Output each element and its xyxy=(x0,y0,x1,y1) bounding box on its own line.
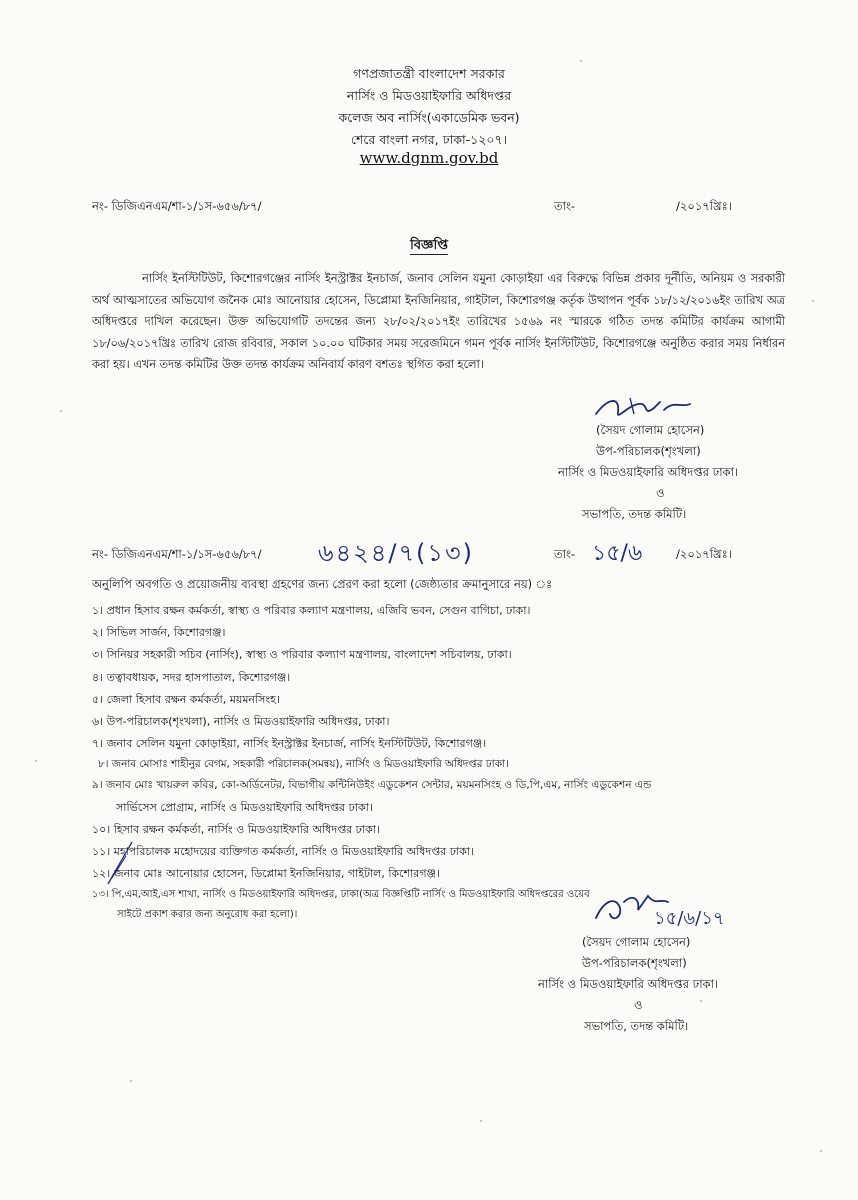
header-website-link[interactable]: www.dgnm.gov.bd xyxy=(359,149,499,167)
list-item xyxy=(92,602,530,621)
list-item xyxy=(92,887,590,904)
list-item xyxy=(92,735,486,754)
list-item-number: ৩। xyxy=(92,648,104,661)
memo2-date-label: তাং- xyxy=(554,547,576,561)
signature2-designation: উপ-পরিচালক(শৃংখলা) xyxy=(582,956,687,970)
list-item-number: ১১। xyxy=(92,845,111,858)
list-item xyxy=(92,843,474,862)
list-item xyxy=(98,757,509,774)
signature1-name: (সৈয়দ গোলাম হোসেন) xyxy=(596,423,705,437)
list-item-text: প্রধান হিসাব রক্ষন কর্মকর্তা, স্বাস্থ্য ও পরিবার কল্যাণ মন্ত্রণালয়, এজিবি ভবন, সেগুন বাগিচা, ঢাকা। xyxy=(106,604,531,617)
memo1-date-suffix: /২০১৭খ্রিঃ। xyxy=(676,199,732,213)
header-address-line: শেরে বাংলা নগর, ঢাকা-১২০৭। xyxy=(350,132,508,147)
list-item-number: ৮। xyxy=(98,758,109,770)
signature1-block xyxy=(558,420,739,525)
cc-list xyxy=(92,602,792,902)
list-item-text: সিভিল সার্জন, কিশোরগঞ্জ। xyxy=(106,626,226,639)
list-item xyxy=(92,778,651,795)
header-directorate-line: নার্সিং ও মিডওয়াইফারি অধিদপ্তর xyxy=(346,88,512,103)
list-item-text: পি,এম,আই,এস শাখা, নার্সিং ও মিডওয়াইফারি অধিদপ্তর, ঢাকা(অত্র বিজ্ঞপ্তিটি নার্সিং ও মিডওয়াইফারি অধিদপ্তরের ওয়েব xyxy=(111,889,590,900)
signature2-role: সভাপতি, তদন্ত কমিটি। xyxy=(584,1019,689,1033)
paper-speck xyxy=(60,410,62,412)
list-item-number: ১০। xyxy=(92,823,111,836)
list-item-text: জনাব মোঃ আনোয়ার হোসেন, ডিপ্লোমা ইনজিনিয়ার, গাইটাল, কিশোরগঞ্জ। xyxy=(113,867,440,880)
list-item xyxy=(92,691,280,710)
memo2-handwritten-number: ৬৪২৪/৭(১৩) xyxy=(318,539,474,567)
list-item-text: উপ-পরিচালক(শৃংখলা), নার্সিং ও মিডওয়াইফারি অধিদপ্তর, ঢাকা। xyxy=(106,715,390,728)
signature1-designation: উপ-পরিচালক(শৃংখলা) xyxy=(596,444,701,458)
list-item-text: সিনিয়র সহকারী সচিব (নার্সিং), স্বাস্থ্য ও পরিবার কল্যাণ মন্ত্রণালয়, বাংলাদেশ সচিবালয়, ঢাকা। xyxy=(106,648,512,661)
paper-speck xyxy=(812,300,814,302)
paper-speck xyxy=(35,760,37,762)
list-item-text: জনাব মোসাঃ শাহীনুর বেগম, সহকারী পরিচালক(সমন্বয়), নার্সিং ও মিডওয়াইফারি অধিদপ্তর ঢাকা। xyxy=(111,758,509,770)
signature2-conjunction: ও xyxy=(634,998,643,1012)
list-item-number: ৭। xyxy=(92,737,104,750)
memo2-handwritten-date: ১৫/৬ xyxy=(592,541,643,566)
list-item-text: মহাপরিচালক মহোদয়ের ব্যক্তিগত কর্মকর্তা, নার্সিং ও মিডওয়াইফারি অধিদপ্তর ঢাকা। xyxy=(113,845,474,858)
paper-speck xyxy=(130,1080,132,1082)
notice-title-row xyxy=(0,236,858,257)
list-item-continuation: সাইটে প্রকাশ করার জন্য অনুরোধ করা হলো)। xyxy=(117,909,298,920)
list-item-number: ২। xyxy=(92,626,104,639)
list-item-text: জেলা হিসাব রক্ষন কর্মকর্তা, ময়মনসিংহ। xyxy=(106,693,280,706)
header-building-line: কলেজ অব নার্সিং(একাডেমিক ভবন) xyxy=(338,110,520,125)
list-item-number: ৯। xyxy=(92,779,103,791)
list-item-number: ৫। xyxy=(92,693,104,706)
paper-speck xyxy=(820,1150,822,1152)
signature2-block xyxy=(538,932,719,1037)
signature1-role: সভাপতি, তদন্ত কমিটি। xyxy=(582,507,687,521)
list-item xyxy=(92,713,389,732)
notice-body: নার্সিং ইনস্টিটিউট, কিশোরগঞ্জের নার্সিং ইনস্ট্রাক্টর ইনচার্জ, জনাব সেলিন যমুনা কোড়াইয়া এর বিরুদ্ধে বিভিন্ন প্রকার দূর্নীতি, অনিয়ম ও সরকারী অর্থ আত্মসাতের অভিযোগ জনৈক মোঃ আনোয়ার হোসেন, ডিপ্লোমা ইনজিনিয়ার, গাইটাল, কিশোরগঞ্জ কর্তৃক উত্থাপন পূর্বক ১৮/১২/২০১৬ইং তারিখ অত্র অধিদপ্তরে দাখিল করেছেন। উক্ত অভিযোগটি তদন্তের জন্য ২৮/০২/২০১৭ইং তারিখের ১৫৬৯ নং স্মারকে গঠিত তদন্ত কমিটির কার্যক্রম আগামী ১৮/০৬/২০১৭খ্রিঃ তারিখ রোজ রবিবার, সকাল ১০.০০ ঘটিকার সময় সরেজমিনে গমন পূর্বক নার্সিং ইনস্টিটিউট, কিশোরগঞ্জে অনুষ্ঠিত করার সময় নির্ধারন করা হয়। এখন তদন্ত কমিটির উক্ত তদন্ত কার্যক্রম অনিবার্য কারণ বশতঃ স্থগিত করা হলো। xyxy=(92,272,785,371)
memo2-date-suffix: /২০১৭খ্রিঃ। xyxy=(676,547,732,561)
list-item xyxy=(92,669,290,688)
list-item-continuation: সার্ভিসেস প্রোগ্রাম, নার্সিং ও মিডওয়াইফারি অধিদপ্তর ঢাকা। xyxy=(116,801,373,814)
memo1-reference: নং- ডিজিএনএম/শা-১/১স-৬৫৬/৮৭/ xyxy=(92,199,262,213)
list-item-number: ১৩। xyxy=(92,889,109,900)
list-item-number: ৪। xyxy=(92,671,104,684)
signature2-handwritten-date: ১৫/৬/১৭ xyxy=(654,908,725,929)
memo2-reference: নং- ডিজিএনএম/শা-১/১স-৬৫৬/৮৭/ xyxy=(92,547,262,561)
memo1-date-label: তাং- xyxy=(554,199,576,213)
paper-speck xyxy=(580,60,582,62)
signature1-office: নার্সিং ও মিডওয়াইফারি অধিদপ্তর ঢাকা। xyxy=(558,465,739,479)
list-item-text: হিসাব রক্ষন কর্মকর্তা, নার্সিং ও মিডওয়াইফারি অধিদপ্তর ঢাকা। xyxy=(113,823,380,836)
list-item xyxy=(92,624,225,643)
notice-title: বিজ্ঞপ্তি xyxy=(410,238,448,253)
list-item xyxy=(92,865,440,884)
signature2-name: (সৈয়দ গোলাম হোসেন) xyxy=(582,935,691,949)
list-item-text: জনাব মোঃ খায়রুল কবির, কো-অর্ডিনেটর, বিভাগীয় কন্টিনিউইং এডুকেশন সেন্টার, ময়মনসিংহ ও ডি,পি,এম, নার্সিং এডুকেশন এন্ড xyxy=(106,779,652,791)
handwritten-tick-marks xyxy=(106,838,136,888)
list-item-text: তত্বাবধায়ক, সদর হাসপাতাল, কিশোরগঞ্জ। xyxy=(106,671,291,684)
list-item-text: জনাব সেলিন যমুনা কোড়াইয়া, নার্সিং ইনস্ট্রাক্টর ইনচার্জ, নার্সিং ইনস্টিটিউট, কিশোরগঞ্জ। xyxy=(106,737,487,750)
list-item-number: ১। xyxy=(92,604,104,617)
paper-speck xyxy=(480,1120,482,1122)
header-website-row xyxy=(0,150,858,167)
header-gov-line: গণপ্রজাতন্ত্রী বাংলাদেশ সরকার xyxy=(353,66,505,81)
list-item-number: ৬। xyxy=(92,715,104,728)
list-item xyxy=(92,646,512,665)
cc-intro: অনুলিপি অবগতি ও প্রয়োজনীয় ব্যবস্থা গ্রহণের জন্য প্রেরণ করা হলো (জেষ্ঠ্যতার ক্রমানুসারে নয়) ঃ xyxy=(92,577,553,591)
list-item-number: ১২। xyxy=(92,867,111,880)
signature1-conjunction: ও xyxy=(656,486,665,500)
signature2-office: নার্সিং ও মিডওয়াইফারি অধিদপ্তর ঢাকা। xyxy=(538,977,719,991)
